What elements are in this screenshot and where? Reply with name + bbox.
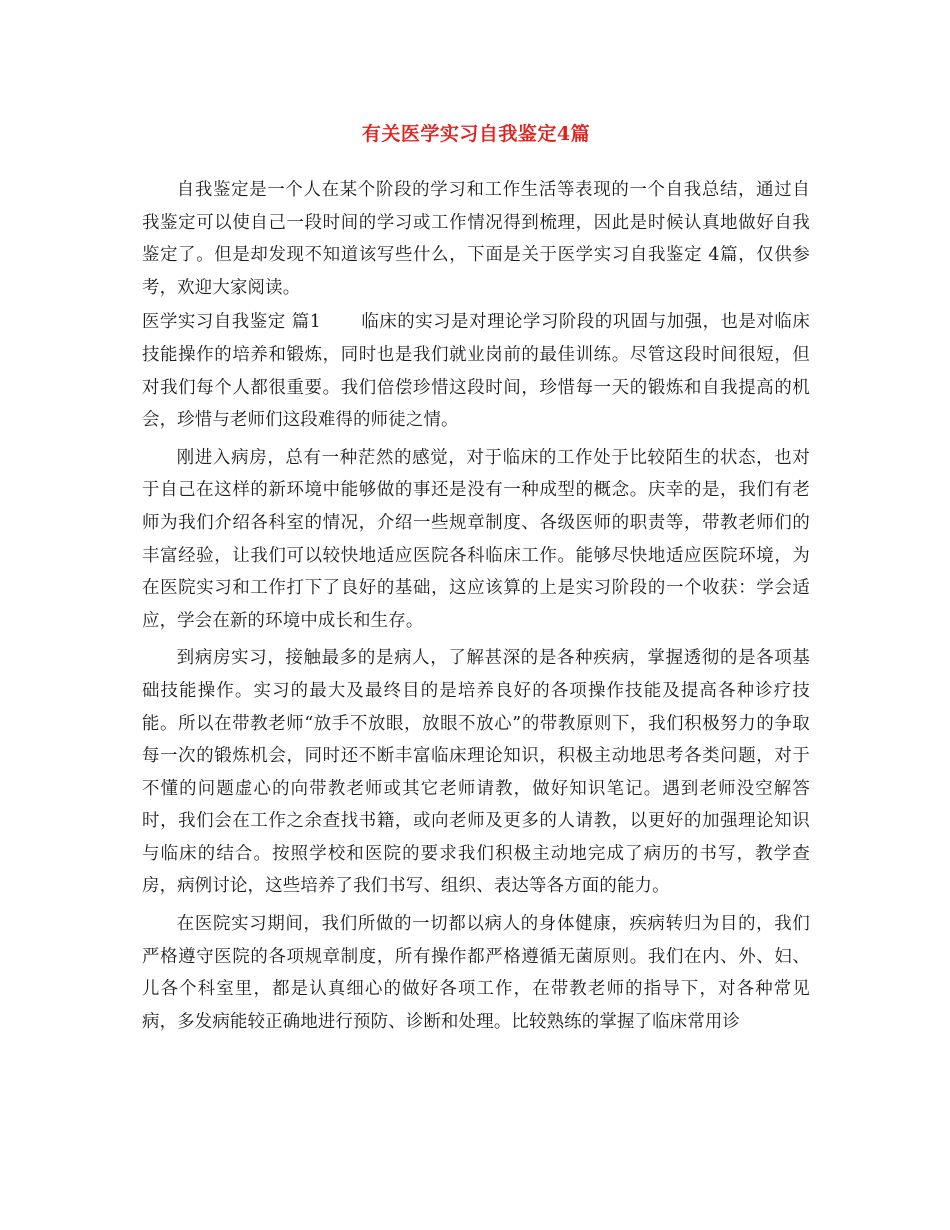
document-title: 有关医学实习自我鉴定4篇 bbox=[361, 123, 591, 145]
body-paragraph-2: 到病房实习，接触最多的是病人，了解甚深的是各种疾病，掌握透彻的是各项基础技能操作。实习的最大及最终目的是培养良好的各项操作技能及提高各种诊疗技能。所以在带教老师“放手不放眼，放眼不放心”的带教原则下，我们积极努力的争取每一次的锻炼机会，同时还不断丰富临床理论知识，积极主动地思考各类问题，对于不懂的问题虚心的向带教老师或其它老师请教，做好知识笔记。遇到老师没空解答时，我们会在工作之余查找书籍，或向老师及更多的人请教，以更好的加强理论知识与临床的结合。按照学校和医院的要求我们积极主动地完成了病历的书写，教学查房，病例讨论，这些培养了我们书写、组织、表达等各方面的能力。 bbox=[142, 648, 810, 897]
section-1-text: 临床的实习是对理论学习阶段的巩固与加强，也是对临床技能操作的培养和锻炼，同时也是我们就业岗前的最佳训练。尽管这段时间很短，但对我们每个人都很重要。我们倍偿珍惜这段时间，珍惜每一天的锻炼和自我提高的机会，珍惜与老师们这段难得的师徒之情。 bbox=[142, 312, 810, 431]
section-1-paragraph bbox=[142, 306, 810, 436]
intro-paragraph: 自我鉴定是一个人在某个阶段的学习和工作生活等表现的一个自我总结，通过自我鉴定可以使自己一段时间的学习或工作情况得到梳理，因此是时候认真地做好自我鉴定了。但是却发现不知道该写些什么，下面是关于医学实习自我鉴定 4篇，仅供参考，欢迎大家阅读。 bbox=[142, 180, 810, 298]
body-paragraph-3: 在医院实习期间，我们所做的一切都以病人的身体健康，疾病转归为目的，我们严格遵守医院的各项规章制度，所有操作都严格遵循无菌原则。我们在内、外、妇、儿各个科室里，都是认真细心的做好各项工作，在带教老师的指导下，对各种常见病，多发病能较正确地进行预防、诊断和处理。比较熟练的掌握了临床常用诊 bbox=[142, 914, 810, 1032]
section-1-label: 医学实习自我鉴定 篇1 bbox=[142, 312, 321, 333]
body-paragraph-1: 刚进入病房，总有一种茫然的感觉，对于临床的工作处于比较陌生的状态，也对于自己在这样的新环境中能够做的事还是没有一种成型的概念。庆幸的是，我们有老师为我们介绍各科室的情况，介绍一些规章制度、各级医师的职责等，带教老师们的丰富经验，让我们可以较快地适应医院各科临床工作。能够尽快地适应医院环境，为在医院实习和工作打下了良好的基础，这应该算的上是实习阶段的一个收获：学会适应，学会在新的环境中成长和生存。 bbox=[142, 447, 810, 631]
document-page bbox=[142, 120, 810, 1043]
